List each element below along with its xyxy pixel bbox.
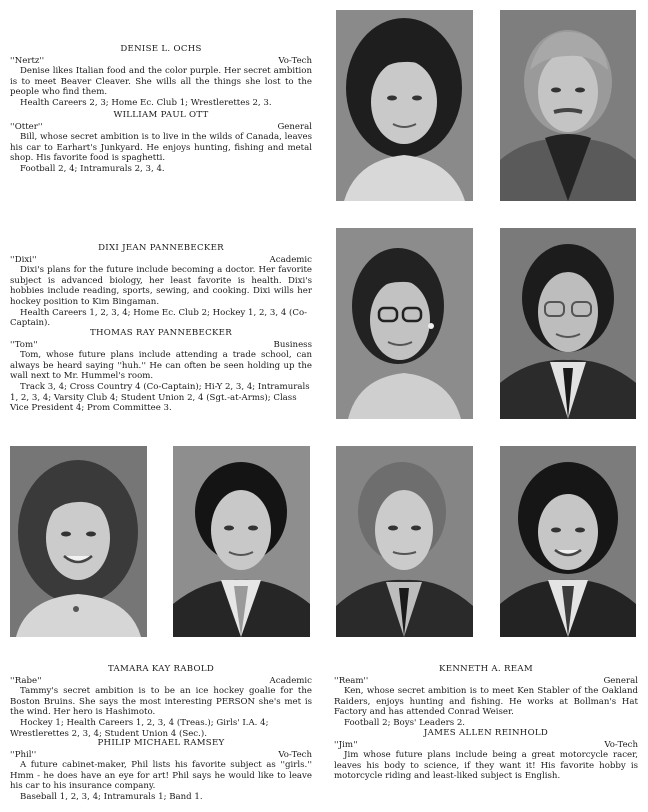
bio: Ken, whose secret ambition is to meet Ken Stabler of the Oakland Raiders, enjoys hunting and fishing. He works at Bollman's Hat Factory and has attended Conrad Weiser.: [334, 686, 638, 718]
bio: Tammy's secret ambition is to be an ice hockey goalie for the Boston Bruins. She says the most interesting PERSON she's met is the wind. Her hero is Hashimoto.: [10, 686, 312, 718]
student-name: WILLIAM PAUL OTT: [113, 110, 209, 120]
activities: Hockey 1; Health Careers 1, 2, 3, 4 (Treas.); Girls' I.A. 4; Wrestlerettes 2, 3, 4; Student Union 4 (Sec.).: [10, 717, 269, 739]
nickname: ''Phil'': [10, 749, 37, 760]
entry-dixi: [10, 243, 312, 329]
student-name: TAMARA KAY RABOLD: [107, 664, 215, 674]
nickname-row: [10, 255, 312, 266]
nickname-row: [10, 340, 312, 351]
nickname: ''Otter'': [10, 121, 43, 132]
portrait-photo-philip: [173, 446, 310, 637]
portrait-photo-dixi: [336, 228, 473, 419]
bio: Bill, whose secret ambition is to live in the wilds of Canada, leaves his car to Earhart's Junkyard. He enjoys hunting, fishing and metal shop. His favorite food is spaghetti.: [10, 132, 312, 164]
nickname: ''Ream'': [334, 675, 369, 686]
entry-ott: [10, 110, 312, 175]
nickname-row: [334, 676, 638, 687]
program: Vo-Tech: [278, 749, 312, 760]
portrait-photo-james: [500, 446, 636, 637]
program: Academic: [269, 675, 312, 686]
bio: Jim whose future plans include being a great motorcycle racer, leaves his body to science, if they want it! His favorite hobby is motorcycle riding and least-liked subject is English.: [334, 750, 638, 782]
nickname: ''Tom'': [10, 339, 38, 350]
student-name: KENNETH A. REAM: [439, 664, 533, 674]
portrait-photo-ott: [500, 10, 636, 201]
portrait-photo-tamara: [10, 446, 147, 637]
portrait-photo-thomas: [500, 228, 636, 419]
program: General: [603, 675, 638, 686]
portrait-photo-ken: [336, 446, 473, 637]
entry-james: [334, 728, 638, 782]
activities: Health Careers 1, 2, 3, 4; Home Ec. Club 2; Hockey 1, 2, 3, 4 (Co-Captain).: [10, 307, 308, 329]
bio: Denise likes Italian food and the color purple. Her secret ambition is to meet Beaver Cleaver. She wills all the things she lost to the people who find them.: [10, 66, 312, 98]
student-name: DENISE L. OCHS: [120, 44, 202, 54]
student-name: THOMAS RAY PANNEBECKER: [89, 328, 233, 338]
entry-ken: [334, 664, 638, 729]
activities: Track 3, 4; Cross Country 4 (Co-Captain); Hi-Y 2, 3, 4; Intramurals 1, 2, 3, 4; Varsity Club 4; Student Union 2, 4 (Sgt.-at-Arms); Class Vice President 4; Prom Committee 3.: [10, 381, 310, 414]
program: Vo-Tech: [604, 739, 638, 750]
nickname-row: [10, 122, 312, 133]
bio: A future cabinet-maker, Phil lists his favorite subject as ''girls.'' Hmm - he does have an eye for art! Phil says he would like to leave his car to his insurance company.: [10, 760, 312, 792]
program: General: [277, 121, 312, 132]
program: Vo-Tech: [278, 55, 312, 66]
entry-tamara: [10, 664, 312, 739]
entry-ochs: [10, 44, 312, 109]
activities: Baseball 1, 2, 3, 4; Intramurals 1; Band 1.: [20, 791, 203, 802]
activities: Football 2, 4; Intramurals 2, 3, 4.: [20, 163, 165, 174]
entry-tom: [10, 328, 312, 414]
bio: Dixi's plans for the future include becoming a doctor. Her favorite subject is advanced biology, her least favorite is health. Dixi's hobbies include reading, sports, sewing, and cooking. Dixi wills her hockey position to Kim Bingaman.: [10, 265, 312, 307]
program: Business: [273, 339, 312, 350]
nickname-row: [10, 676, 312, 687]
nickname-row: [10, 56, 312, 67]
nickname-row: [10, 750, 312, 761]
nickname: ''Rabe'': [10, 675, 42, 686]
student-name: DIXI JEAN PANNEBECKER: [98, 243, 224, 253]
activities: Health Careers 2, 3; Home Ec. Club 1; Wrestlerettes 2, 3.: [20, 97, 272, 108]
student-name: PHILIP MICHAEL RAMSEY: [97, 738, 225, 748]
nickname: ''Jim'': [334, 739, 358, 750]
activities: Football 2; Boys' Leaders 2.: [344, 717, 466, 728]
bio: Tom, whose future plans include attending a trade school, can always be heard saying ''huh.'' He can often be seen holding up the wall next to Mr. Hummel's room.: [10, 350, 312, 382]
nickname: ''Nertz'': [10, 55, 45, 66]
program: Academic: [269, 254, 312, 265]
nickname: ''Dixi'': [10, 254, 37, 265]
student-name: JAMES ALLEN REINHOLD: [423, 728, 549, 738]
portrait-photo-ochs: [336, 10, 473, 201]
entry-philip: [10, 738, 312, 803]
nickname-row: [334, 740, 638, 751]
